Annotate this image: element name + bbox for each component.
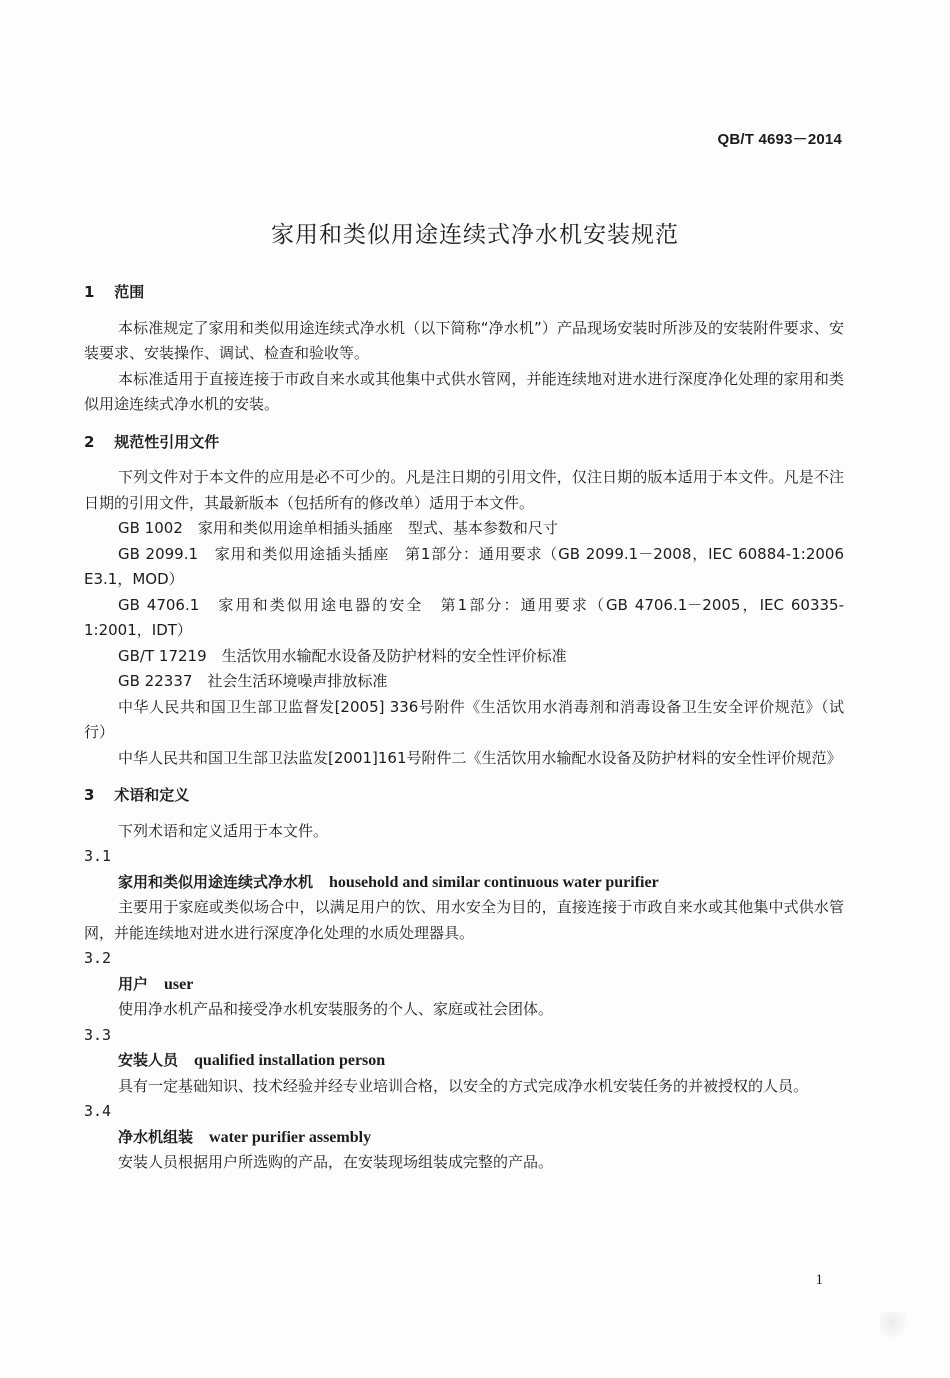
section-heading-terms — [84, 783, 844, 809]
section-heading-scope — [84, 280, 844, 306]
clause-number: 3.4 — [84, 1102, 112, 1120]
clause-number: 3.2 — [84, 949, 112, 967]
term-zh: 安装人员 — [118, 1051, 179, 1069]
section-number: 1 — [84, 283, 95, 301]
term-en: water purifier assembly — [209, 1128, 372, 1146]
reference-item: GB 22337 社会生活环境噪声排放标准 — [118, 672, 388, 690]
term-definition: 使用净水机产品和接受净水机安装服务的个人、家庭或社会团体。 — [118, 1000, 554, 1018]
term-definition: 安装人员根据用户所选购的产品，在安装现场组装成完整的产品。 — [118, 1153, 554, 1171]
term-entry — [84, 1048, 844, 1074]
paragraph: 本标准规定了家用和类似用途连续式净水机（以下简称“净水机”）产品现场安装时所涉及的安装附件要求、安装要求、安装操作、调试、检查和验收等。 — [84, 318, 844, 362]
term-definition: 主要用于家庭或类似场合中，以满足用户的饮、用水安全为目的，直接连接于市政自来水或其他集中式供水管网，并能连续地对进水进行深度净化处理的水质处理器具。 — [84, 898, 844, 942]
section-number: 3 — [84, 786, 95, 804]
document-body — [84, 280, 844, 1176]
reference-item: 中华人民共和国卫生部卫监督发[2005] 336号附件《生活饮用水消毒剂和消毒设备卫生安全评价规范》（试行） — [84, 697, 844, 741]
reference-item: GB 2099.1 家用和类似用途插头插座 第1部分：通用要求（GB 2099.1－2008，IEC 60884-1:2006 E3.1，MOD） — [84, 544, 844, 588]
term-zh: 净水机组装 — [118, 1127, 194, 1146]
section-heading-normative-references — [84, 430, 844, 456]
term-en: qualified installation person — [194, 1052, 386, 1069]
reference-item: GB/T 17219 生活饮用水输配水设备及防护材料的安全性评价标准 — [118, 646, 567, 665]
term-zh: 用户 — [118, 974, 149, 993]
section-title: 术语和定义 — [114, 786, 190, 804]
term-en: household and similar continuous water purifier — [329, 873, 659, 891]
reference-item: 中华人民共和国卫生部卫法监发[2001]161号附件二《生活饮用水输配水设备及防护材料的安全性评价规范》 — [118, 748, 842, 767]
reference-item: GB 1002 家用和类似用途单相插头插座 型式、基本参数和尺寸 — [118, 519, 558, 537]
term-entry — [84, 1125, 844, 1151]
term-entry — [84, 972, 844, 998]
reference-item: GB 4706.1 家用和类似用途电器的安全 第1部分：通用要求（GB 4706.1－2005，IEC 60335-1:2001，IDT） — [84, 595, 844, 639]
clause-number: 3.3 — [84, 1025, 112, 1044]
page-title: 家用和类似用途连续式净水机安装规范 — [271, 222, 679, 248]
page-number: 1 — [815, 1272, 823, 1288]
section-number: 2 — [84, 432, 95, 451]
term-entry — [84, 870, 844, 896]
scan-artifact — [880, 1312, 910, 1338]
section-title: 规范性引用文件 — [114, 432, 220, 451]
term-definition: 具有一定基础知识、技术经验并经专业培训合格，以安全的方式完成净水机安装任务的并被授权的人员。 — [118, 1076, 809, 1095]
paragraph: 下列术语和定义适用于本文件。 — [118, 821, 329, 840]
clause-number: 3.1 — [84, 847, 112, 865]
section-title: 范围 — [114, 283, 145, 301]
standard-code: QB/T 4693－2014 — [717, 131, 842, 148]
term-en: user — [164, 975, 194, 993]
paragraph: 下列文件对于本文件的应用是必不可少的。凡是注日期的引用文件，仅注日期的版本适用于本文件。凡是不注日期的引用文件，其最新版本（包括所有的修改单）适用于本文件。 — [84, 468, 844, 512]
term-zh: 家用和类似用途连续式净水机 — [118, 872, 314, 891]
paragraph: 本标准适用于直接连接于市政自来水或其他集中式供水管网，并能连续地对进水进行深度净化处理的家用和类似用途连续式净水机的安装。 — [84, 369, 844, 413]
